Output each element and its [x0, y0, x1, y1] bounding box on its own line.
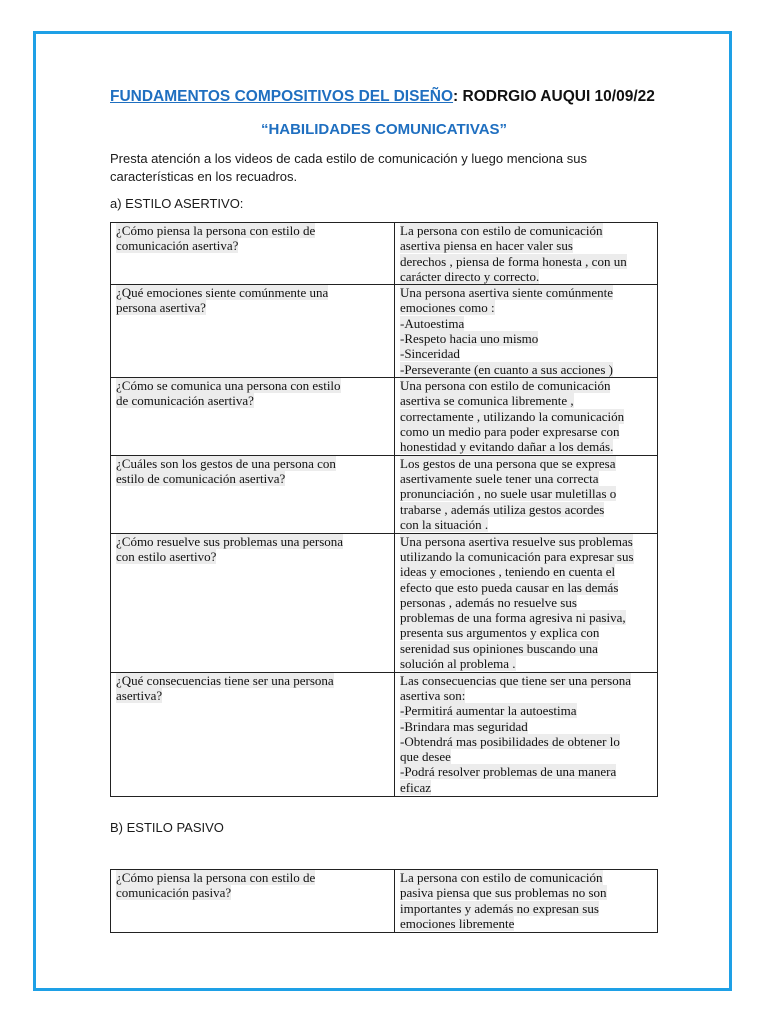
answer-text: Una persona asertiva resuelve sus problemas	[400, 533, 633, 549]
document-title	[110, 88, 655, 106]
question-text: comunicación asertiva?	[116, 238, 239, 254]
answer-text: Una persona con estilo de comunicación	[400, 378, 611, 394]
answer-text: que desee	[400, 749, 451, 765]
answer-text: La persona con estilo de comunicación	[400, 870, 603, 885]
author-and-date: : RODRGIO AUQUI 10/09/22	[453, 88, 655, 105]
question-text: con estilo asertivo?	[116, 548, 217, 564]
answer-text: emociones como :	[400, 300, 495, 316]
answer-text: -Respeto hacia uno mismo	[400, 331, 539, 347]
question-text: de comunicación asertiva?	[116, 393, 254, 409]
answer-text: carácter directo y correcto.	[400, 268, 540, 284]
answer-text: Una persona asertiva siente comúnmente	[400, 285, 613, 301]
instructions-line: Presta atención a los videos de cada estilo de comunicación y luego menciona sus	[110, 151, 587, 166]
answer-text: como un medio para poder expresarse con	[400, 424, 620, 440]
answer-text: asertiva piensa en hacer valer sus	[400, 238, 573, 254]
answer-text: utilizando la comunicación para expresar sus	[400, 548, 634, 564]
question-text: ¿Cómo piensa la persona con estilo de	[116, 870, 316, 885]
answer-cell	[395, 455, 658, 533]
table-row	[111, 223, 658, 285]
table-row	[111, 533, 658, 672]
table-row	[111, 285, 658, 378]
answer-text: asertiva son:	[400, 687, 466, 703]
answer-text: ideas y emociones , teniendo en cuenta el	[400, 564, 616, 580]
question-cell	[111, 285, 395, 378]
table-row	[111, 870, 658, 933]
section-a-label: a) ESTILO ASERTIVO:	[110, 196, 244, 211]
answer-text: -Obtendrá mas posibilidades de obtener lo	[400, 733, 620, 749]
question-cell	[111, 455, 395, 533]
answer-cell	[395, 378, 658, 455]
question-text: asertiva?	[116, 687, 163, 703]
answer-text: pronunciación , no suele usar muletillas o	[400, 486, 617, 502]
answer-text: -Podrá resolver problemas de una manera	[400, 764, 617, 780]
answer-text: presenta sus argumentos y explica con	[400, 625, 600, 641]
question-cell	[111, 223, 395, 285]
answer-text: Las consecuencias que tiene ser una persona	[400, 672, 632, 688]
instructions-line: características en los recuadros.	[110, 169, 298, 184]
document-subtitle: “HABILIDADES COMUNICATIVAS”	[260, 121, 508, 138]
section-b-label: B) ESTILO PASIVO	[110, 820, 224, 835]
question-cell	[111, 672, 395, 796]
answer-text: emociones libremente	[400, 915, 515, 931]
question-cell	[111, 378, 395, 455]
answer-text: serenidad sus opiniones buscando una	[400, 640, 598, 656]
answer-text: asertiva se comunica libremente ,	[400, 393, 574, 409]
answer-text: problemas de una forma agresiva ni pasiva,	[400, 610, 626, 626]
answer-text: -Brindara mas seguridad	[400, 718, 528, 734]
answer-text: eficaz	[400, 779, 432, 795]
answer-cell	[395, 533, 658, 672]
answer-text: asertivamente suele tener una correcta	[400, 470, 599, 486]
assertive-style-table	[110, 222, 658, 797]
table-row	[111, 455, 658, 533]
answer-text: importantes y además no expresan sus	[400, 900, 599, 916]
question-text: persona asertiva?	[116, 300, 206, 316]
answer-text: trabarse , además utiliza gestos acordes	[400, 501, 605, 517]
question-text: ¿Cuáles son los gestos de una persona con	[116, 455, 336, 471]
answer-text: pasiva piensa que sus problemas no son	[400, 885, 607, 901]
answer-text: -Sinceridad	[400, 346, 460, 362]
answer-text: honestidad y evitando dañar a los demás.	[400, 439, 614, 455]
answer-cell	[395, 870, 658, 933]
answer-text: -Perseverante (en cuanto a sus acciones )	[400, 361, 613, 377]
table-row	[111, 378, 658, 455]
question-cell	[111, 870, 395, 933]
answer-text: Los gestos de una persona que se expresa	[400, 455, 616, 471]
answer-text: -Permitirá aumentar la autoestima	[400, 703, 577, 719]
answer-text: con la situación .	[400, 516, 489, 532]
course-title: FUNDAMENTOS COMPOSITIVOS DEL DISEÑO	[110, 88, 454, 105]
answer-text: personas , además no resuelve sus	[400, 594, 577, 610]
answer-text: derechos , piensa de forma honesta , con un	[400, 253, 627, 269]
answer-cell	[395, 285, 658, 378]
question-text: ¿Cómo se comunica una persona con estilo	[116, 378, 341, 394]
answer-text: solución al problema .	[400, 656, 516, 672]
answer-text: -Autoestima	[400, 315, 465, 331]
answer-text: La persona con estilo de comunicación	[400, 223, 603, 238]
instructions	[110, 150, 630, 186]
passive-style-table	[110, 869, 658, 933]
question-text: ¿Qué consecuencias tiene ser una persona	[116, 672, 334, 688]
answer-text: correctamente , utilizando la comunicación	[400, 408, 625, 424]
answer-cell	[395, 223, 658, 285]
question-text: comunicación pasiva?	[116, 885, 232, 901]
question-cell	[111, 533, 395, 672]
answer-text: efecto que esto pueda causar en las demás	[400, 579, 619, 595]
answer-cell	[395, 672, 658, 796]
table-row	[111, 672, 658, 796]
question-text: ¿Qué emociones siente comúnmente una	[116, 285, 329, 301]
question-text: estilo de comunicación asertiva?	[116, 470, 286, 486]
question-text: ¿Cómo piensa la persona con estilo de	[116, 223, 316, 238]
question-text: ¿Cómo resuelve sus problemas una persona	[116, 533, 344, 549]
